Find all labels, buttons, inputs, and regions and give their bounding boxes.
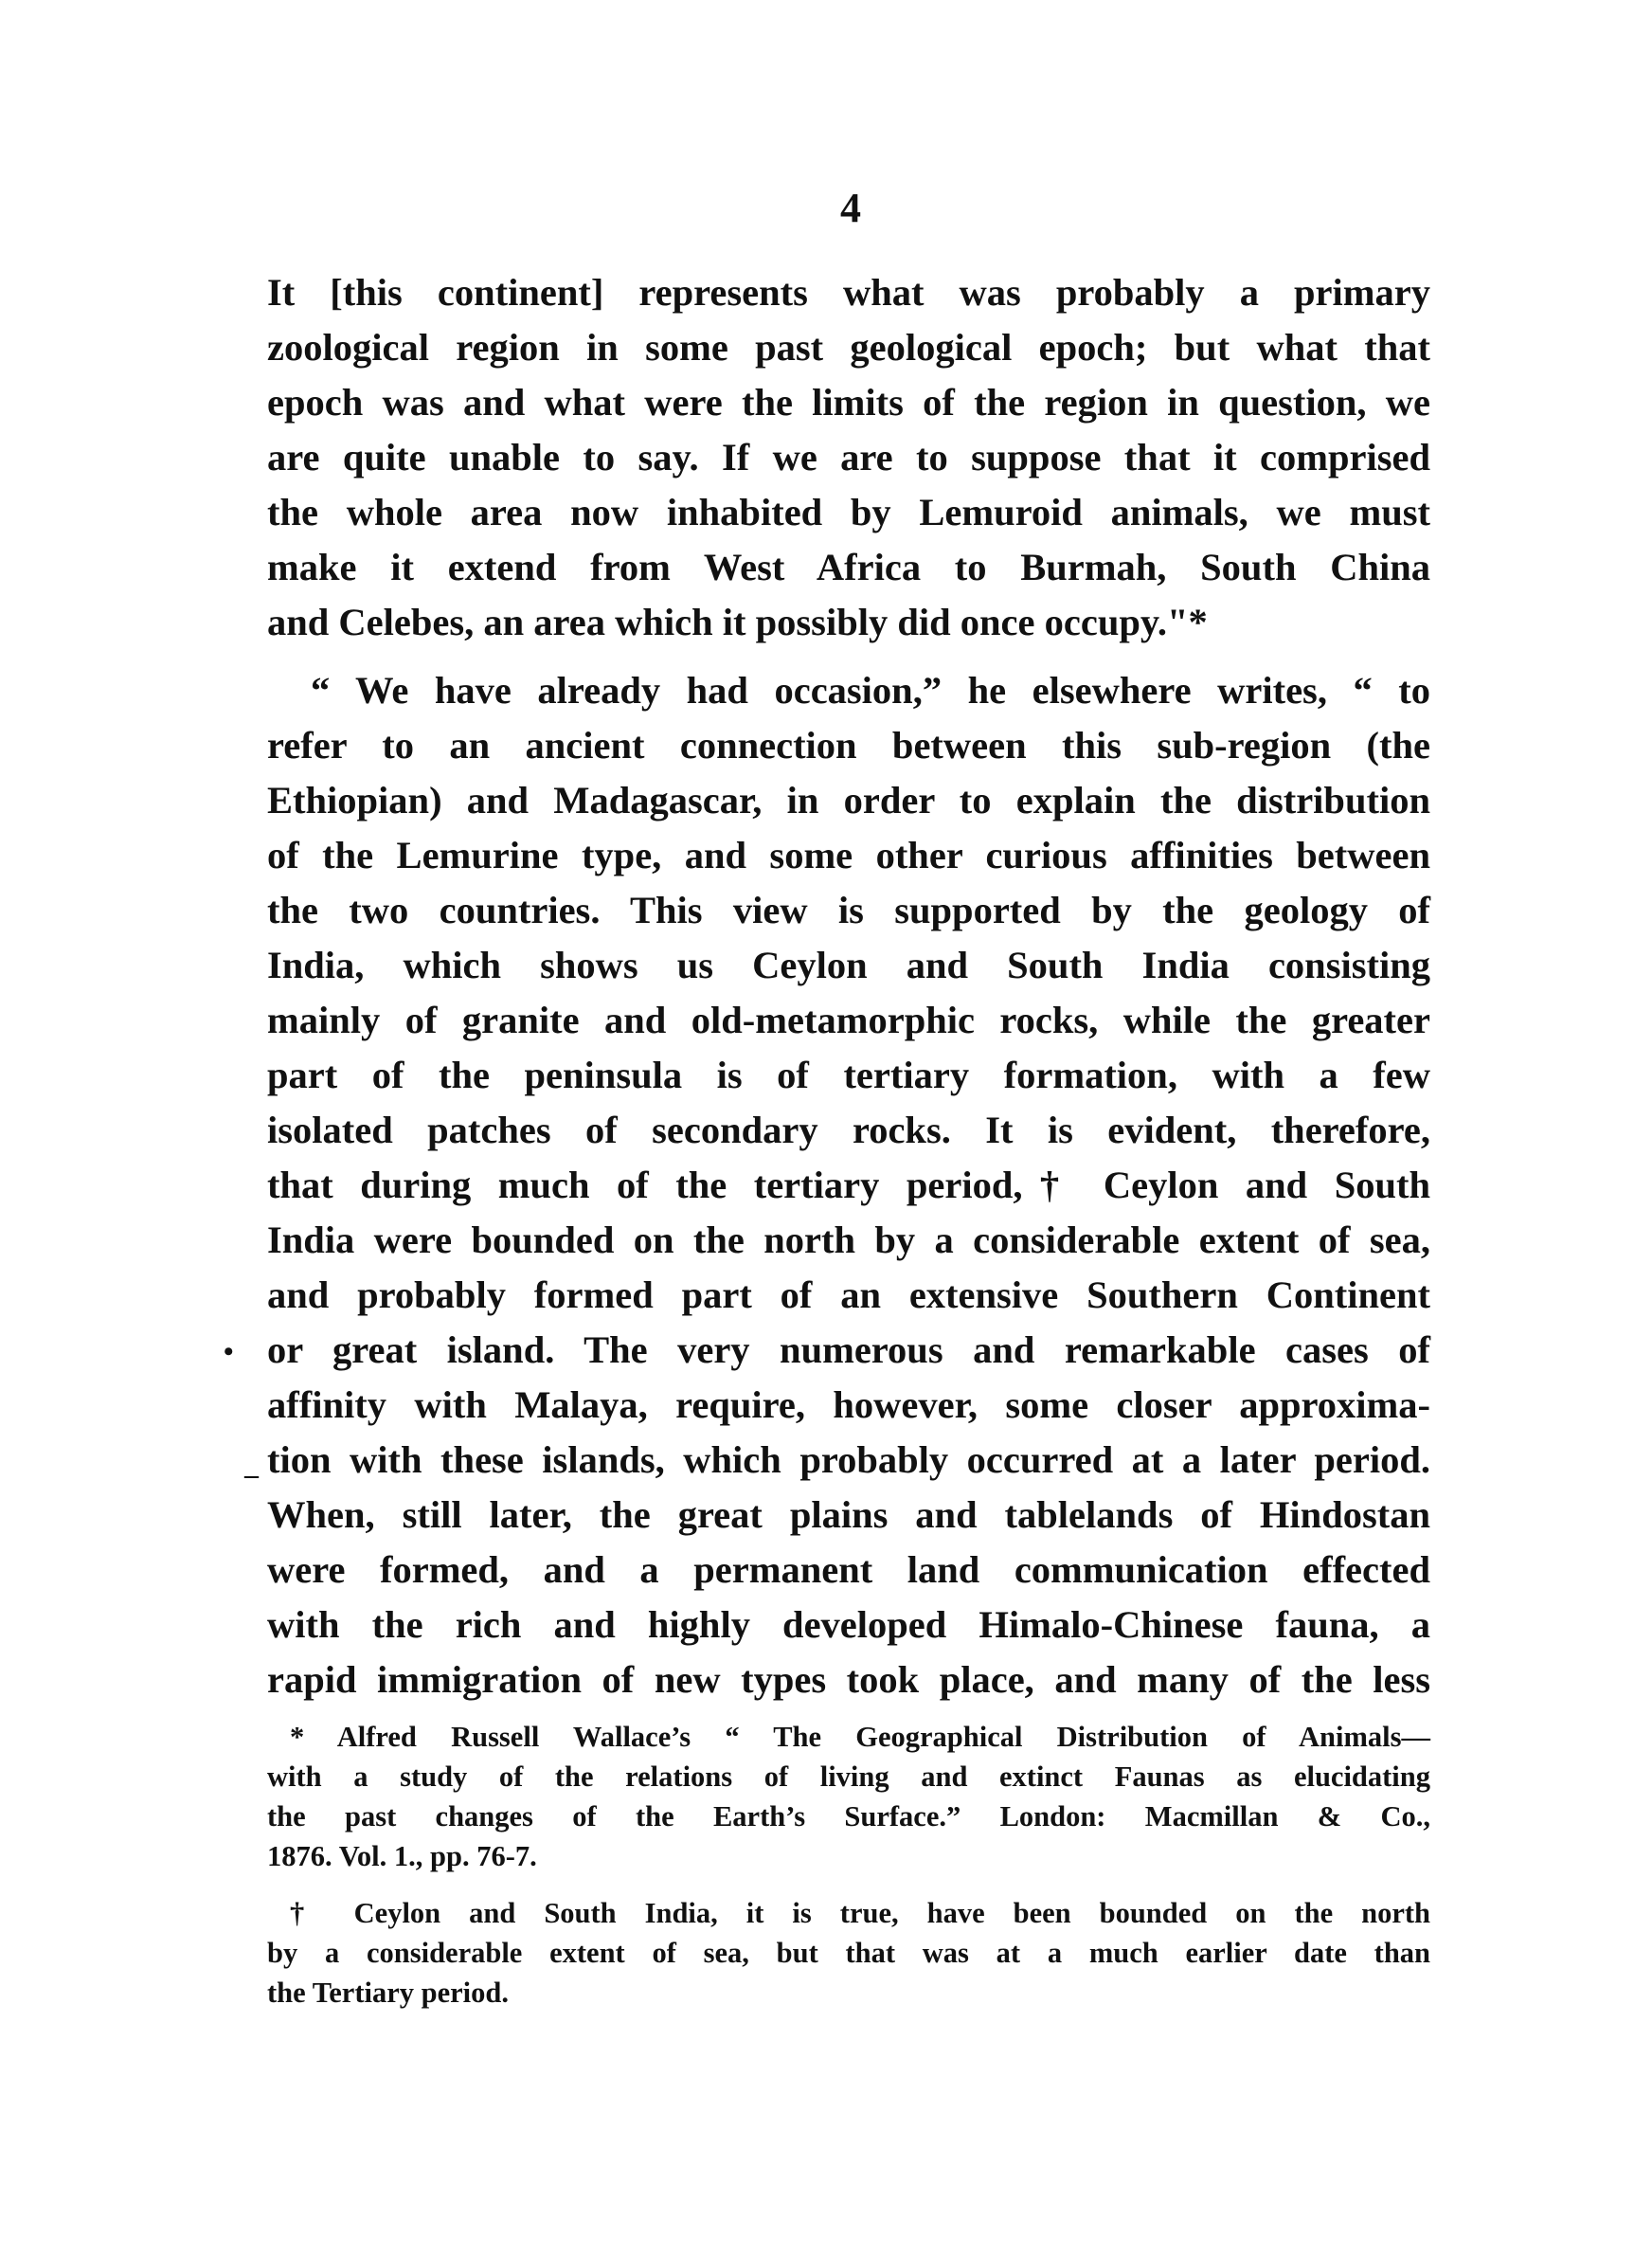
page-number: 4 [840,185,861,231]
text-line: make it extend from West Africa to Burmah, South China [267,546,1430,588]
text-line: zoological region in some past geological epoch; but what that [267,326,1430,369]
footnote-line: * Alfred Russell Wallace’s “ The Geographical Distribution of Animals— [290,1721,1430,1753]
footnote-line: † Ceylon and South India, it is true, have been bounded on the north [290,1897,1430,1929]
text-line: affinity with Malaya, require, however, some closer approxima- [267,1383,1430,1426]
text-line: India, which shows us Ceylon and South India consisting [267,944,1430,986]
text-line: It [this continent] represents what was probably a primary [267,271,1430,314]
body-text [267,265,1430,1707]
text-line: the two countries. This view is supported by the geology of [267,889,1430,931]
footnote [267,1717,1430,1876]
text-line: were formed, and a permanent land communication effected [267,1548,1430,1591]
text-line: of the Lemurine type, and some other curious affinities between [267,834,1430,876]
text-line: “ We have already had occasion,” he elsewhere writes, “ to [311,669,1430,712]
footnote-line: the Tertiary period. [267,1977,509,2009]
text-line: rapid immigration of new types took place, and many of the less [267,1658,1430,1701]
text-line: the whole area now inhabited by Lemuroid animals, we must [267,491,1430,533]
paragraph [267,663,1430,1707]
text-line: and Celebes, an area which it possibly did once occupy."* [267,601,1208,643]
text-line: or great island. The very numerous and remarkable cases of [267,1328,1430,1371]
footnote-line: by a considerable extent of sea, but that was at a much earlier date than [267,1937,1430,1969]
text-line: refer to an ancient connection between this sub-region (the [267,724,1430,767]
text-line: and probably formed part of an extensive Southern Continent [267,1273,1430,1316]
text-line: India were bounded on the north by a considerable extent of sea, [267,1219,1430,1261]
text-line: with the rich and highly developed Himalo-Chinese fauna, a [267,1603,1430,1646]
text-line: are quite unable to say. If we are to suppose that it comprised [267,436,1430,478]
text-line: mainly of granite and old-metamorphic rocks, while the greater [267,999,1430,1041]
text-line: tion with these islands, which probably occurred at a later period. [267,1438,1430,1481]
footnote-line: 1876. Vol. 1., pp. 76-7. [267,1840,537,1872]
text-line: Ethiopian) and Madagascar, in order to explain the distribution [267,779,1430,822]
text-line: part of the peninsula is of tertiary formation, with a few [267,1054,1430,1096]
margin-dash-mark: – [244,1459,259,1490]
footnotes [267,1717,1430,2013]
text-line: that during much of the tertiary period,† Ceylon and South [267,1164,1430,1206]
footnote-line: the past changes of the Earth’s Surface.” London: Macmillan & Co., [267,1800,1430,1833]
footnote [267,1893,1430,2013]
footnote-line: with a study of the relations of living and extinct Faunas as elucidating [267,1760,1430,1793]
paragraph [267,265,1430,650]
margin-dot-mark: • [224,1336,234,1367]
text-line: isolated patches of secondary rocks. It is evident, therefore, [267,1109,1430,1151]
text-line: epoch was and what were the limits of the region in question, we [267,381,1430,424]
text-line: When, still later, the great plains and tablelands of Hindostan [267,1493,1430,1536]
